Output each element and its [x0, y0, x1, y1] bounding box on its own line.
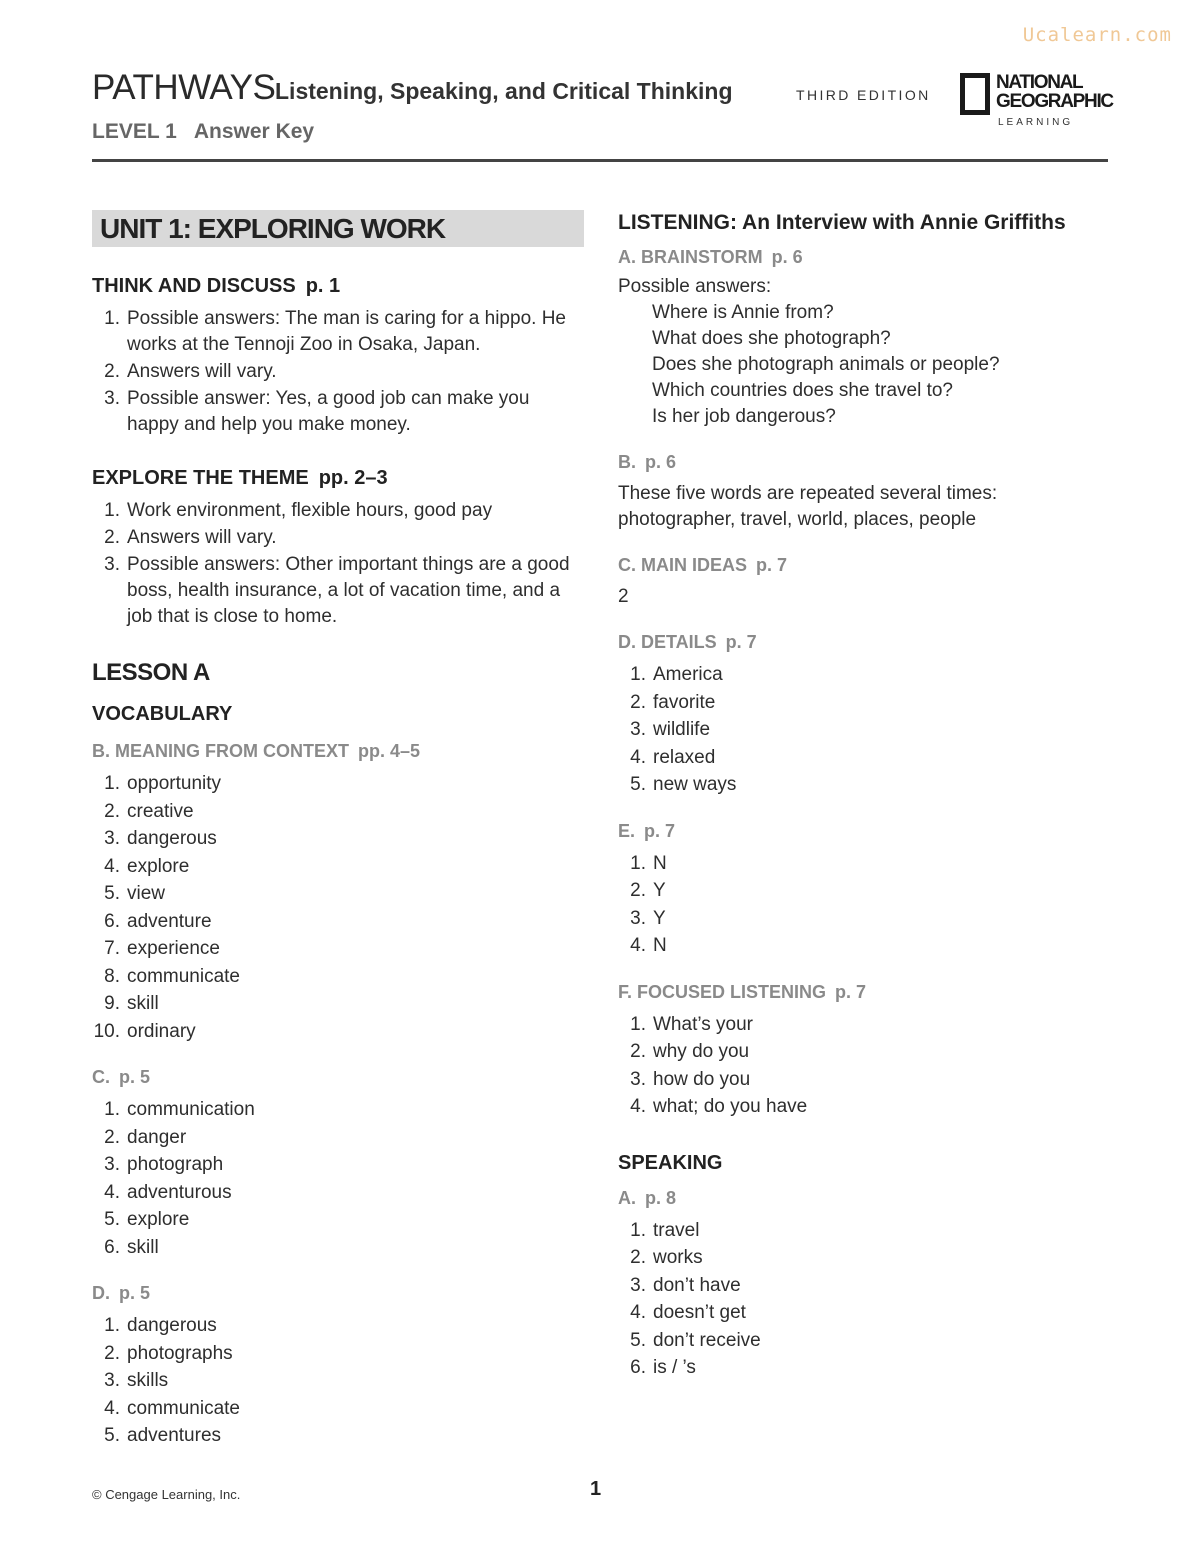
brainstorm-heading: A. BRAINSTORM p. 6 — [618, 247, 803, 267]
brainstorm-intro: Possible answers: — [618, 276, 772, 297]
list-item: 2. creative — [104, 800, 194, 822]
answer-key-label: Answer Key — [193, 120, 315, 143]
list-item: 3. wildlife — [630, 719, 711, 740]
list-item: 9. skill — [104, 993, 159, 1014]
list-item: 3. Y — [630, 907, 666, 929]
exercise-b-heading: B. p. 6 — [618, 452, 677, 472]
question-line: Which countries does she travel to? — [652, 380, 953, 401]
list-item: 1. communication — [104, 1099, 255, 1120]
exercise-e-list — [618, 850, 1110, 960]
list-item: 4. N — [630, 935, 667, 956]
right-column — [618, 210, 1110, 1382]
list-item: 3. photograph — [104, 1154, 224, 1175]
list-item: 1. Possible answers: The man is caring for a hippo. He works at the Tennoji Zoo in Osaka, Japan. — [104, 308, 566, 355]
question-line: Does she photograph animals or people? — [652, 354, 1000, 375]
list-item: 1. travel — [630, 1219, 700, 1241]
meaning-context-heading: B. MEANING FROM CONTEXT pp. 4–5 — [92, 741, 421, 761]
list-item: 4. explore — [104, 855, 190, 877]
list-item: 2. photographs — [104, 1342, 233, 1364]
vocabulary-heading: VOCABULARY — [92, 703, 233, 725]
yellow-border-icon — [960, 73, 990, 115]
list-item: 2. Y — [630, 880, 666, 901]
main-ideas-answer: 2 — [618, 586, 629, 607]
question-line: Where is Annie from? — [652, 302, 834, 323]
listening-title: LISTENING: An Interview with Annie Griffiths — [618, 211, 1066, 234]
left-column — [92, 210, 584, 1450]
list-item: 2. works — [630, 1247, 703, 1268]
header-divider — [92, 159, 1108, 162]
list-item: 2. danger — [104, 1126, 187, 1148]
list-item: 5. view — [104, 883, 166, 904]
list-item: 2. why do you — [630, 1041, 750, 1062]
list-item: 1. Work environment, flexible hours, good pay — [104, 500, 493, 521]
list-item: 6. adventure — [104, 910, 212, 932]
list-item: 8. communicate — [104, 965, 240, 987]
national-geographic-logo — [960, 71, 1113, 131]
page-header — [92, 68, 1113, 163]
focused-listening-heading: F. FOCUSED LISTENING p. 7 — [618, 981, 867, 1002]
meaning-context-list — [92, 770, 584, 1045]
page-number: 1 — [590, 1478, 602, 1500]
brand-title: PATHWAYS — [92, 68, 276, 107]
explore-theme-list — [92, 498, 584, 630]
list-item: 3. skills — [104, 1370, 169, 1391]
exercise-e-heading: E. p. 7 — [618, 820, 676, 841]
watermark: Ucalearn.com — [1022, 24, 1172, 46]
logo-line-3: LEARNING — [998, 117, 1074, 128]
list-item: 4. relaxed — [630, 746, 716, 768]
logo-line-2: GEOGRAPHIC — [996, 91, 1113, 112]
logo-line-1: NATIONAL — [996, 72, 1083, 93]
list-item: 3. Possible answers: Other important things are a good boss, health insurance, a lot of vacation time, and a job that is close to home. — [104, 554, 570, 627]
list-item: 4. what; do you have — [630, 1096, 808, 1117]
list-item: 1. America — [630, 664, 723, 685]
list-item: 1. What’s your — [630, 1013, 753, 1035]
list-item: 5. explore — [104, 1209, 190, 1230]
edition-label: THIRD EDITION — [796, 87, 931, 103]
list-item: 10. ordinary — [93, 1020, 196, 1042]
list-item: 3. how do you — [630, 1068, 751, 1090]
list-item: 7. experience — [104, 938, 220, 959]
list-item: 4. adventurous — [104, 1181, 232, 1203]
unit-title: UNIT 1: EXPLORING WORK — [92, 210, 584, 247]
details-list — [618, 661, 1110, 799]
list-item: 6. skill — [104, 1236, 159, 1258]
focused-listening-list — [618, 1011, 1110, 1121]
question-line: Is her job dangerous? — [652, 406, 836, 427]
list-item: 2. Answers will vary. — [104, 527, 277, 548]
copyright: © Cengage Learning, Inc. — [92, 1487, 241, 1502]
list-item: 5. adventures — [104, 1425, 222, 1446]
exercise-c-heading: C. p. 5 — [92, 1067, 151, 1087]
list-item: 1. opportunity — [104, 773, 222, 794]
speaking-a-heading: A. p. 8 — [618, 1187, 677, 1208]
list-item: 1. N — [630, 852, 667, 874]
lesson-heading: LESSON A — [92, 659, 210, 686]
exercise-b-text: These five words are repeated several times: photographer, travel, world, places, people — [618, 483, 998, 530]
main-ideas-heading: C. MAIN IDEAS p. 7 — [618, 555, 788, 575]
level-label: LEVEL 1 — [92, 120, 177, 143]
list-item: 2. favorite — [630, 691, 716, 713]
book-subtitle: Listening, Speaking, and Critical Thinking — [275, 78, 733, 104]
question-line: What does she photograph? — [652, 328, 891, 349]
list-item: 3. Possible answer: Yes, a good job can make you happy and help you make money. — [104, 388, 530, 435]
brainstorm-questions — [618, 300, 1110, 430]
list-item: 5. new ways — [630, 774, 737, 795]
speaking-a-list — [618, 1217, 1110, 1382]
level-line — [92, 120, 314, 144]
list-item: 3. don’t have — [630, 1274, 741, 1296]
think-discuss-list — [92, 306, 584, 438]
list-item: 2. Answers will vary. — [104, 361, 277, 382]
exercise-d-list — [92, 1312, 584, 1450]
exercise-d-heading: D. p. 5 — [92, 1283, 151, 1303]
exercise-c-list — [92, 1096, 584, 1261]
list-item: 1. dangerous — [104, 1315, 217, 1336]
details-heading: D. DETAILS p. 7 — [618, 632, 757, 652]
think-discuss-heading: THINK AND DISCUSS p. 1 — [92, 275, 341, 297]
list-item: 4. communicate — [104, 1397, 240, 1419]
list-item: 4. doesn’t get — [630, 1302, 746, 1323]
speaking-heading: SPEAKING — [618, 1151, 723, 1174]
list-item: 5. don’t receive — [630, 1329, 761, 1351]
list-item: 3. dangerous — [104, 828, 217, 849]
list-item: 6. is / ’s — [630, 1357, 696, 1378]
explore-theme-heading: EXPLORE THE THEME pp. 2–3 — [92, 467, 388, 489]
